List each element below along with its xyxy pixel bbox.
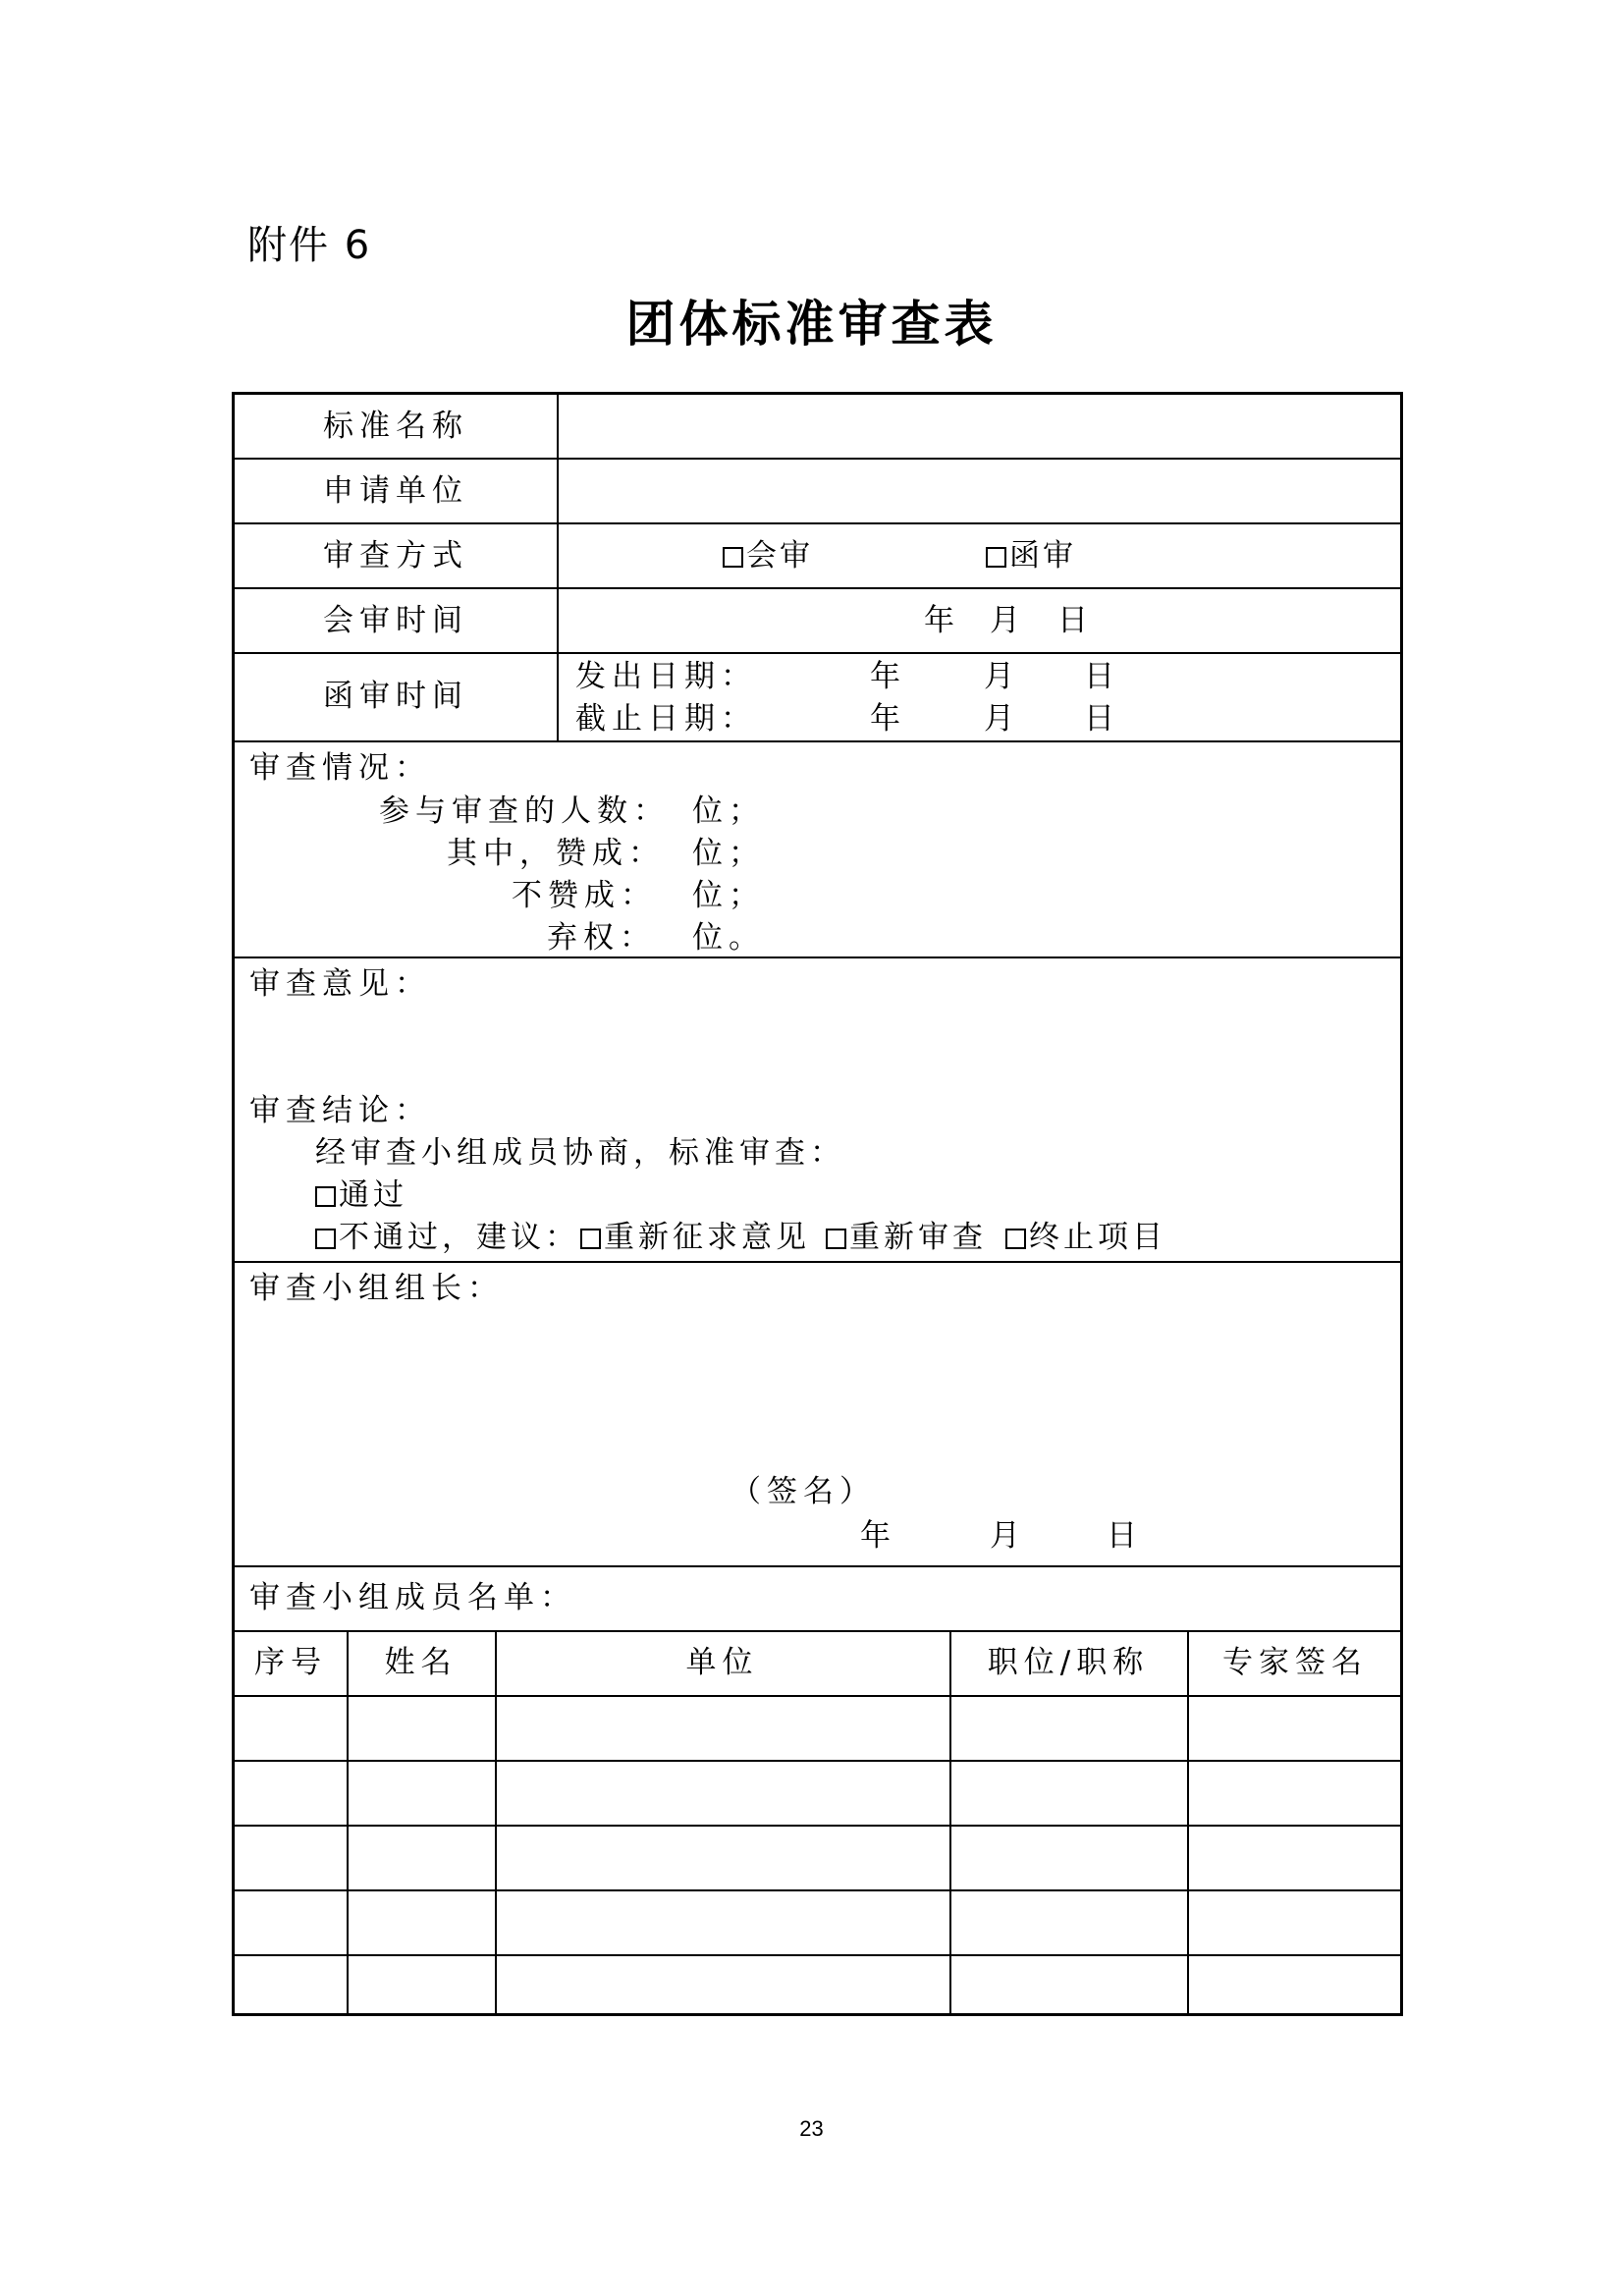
form-title: 团体标准审查表 [625, 295, 998, 353]
deadline-year: 年 [870, 701, 906, 737]
leader-month: 月 [990, 1518, 1026, 1554]
sent-day: 日 [1084, 659, 1120, 694]
option-terminate[interactable]: 终止项目 [1005, 1223, 1166, 1253]
abstain-label: 弃权： [547, 920, 656, 956]
option-letter-review[interactable]: 函审 [986, 541, 1076, 572]
review-form-table [232, 392, 1403, 2016]
option-re-solicit[interactable]: 重新征求意见 [580, 1223, 810, 1253]
label-applicant: 申请单位 [323, 473, 468, 509]
meeting-year: 年 [924, 603, 960, 638]
conclusion-statement: 经审查小组成员协商，标准审查： [315, 1135, 845, 1171]
checkbox-icon [1005, 1229, 1026, 1249]
label-letter-time: 函审时间 [323, 679, 468, 714]
deadline-month: 月 [984, 701, 1020, 737]
deadline-label: 截止日期： [575, 701, 757, 737]
conclusion-heading: 审查结论： [249, 1093, 431, 1128]
opinion-heading: 审查意见： [249, 966, 431, 1002]
against-unit: 位； [692, 878, 765, 913]
sent-month: 月 [984, 659, 1020, 694]
in-favor-unit: 位； [692, 836, 765, 871]
label-review-method: 审查方式 [323, 538, 468, 574]
option-re-review[interactable]: 重新审查 [826, 1223, 987, 1253]
label-standard-name: 标准名称 [323, 409, 468, 444]
col-name: 姓名 [384, 1645, 458, 1680]
option-meeting-review[interactable]: 会审 [723, 541, 813, 572]
leader-heading: 审查小组组长： [249, 1271, 504, 1306]
checkbox-icon [723, 547, 743, 568]
sent-date-label: 发出日期： [575, 659, 757, 694]
label-meeting-time: 会审时间 [323, 603, 468, 638]
members-heading: 审查小组成员名单： [249, 1580, 576, 1615]
col-unit: 单位 [685, 1645, 759, 1680]
col-index: 序号 [254, 1645, 327, 1680]
option-fail[interactable]: 不通过，建议： [315, 1223, 579, 1253]
checkbox-icon [315, 1186, 336, 1207]
checkbox-icon [826, 1229, 846, 1249]
meeting-month: 月 [990, 603, 1026, 638]
leader-day: 日 [1107, 1518, 1143, 1554]
checkbox-icon [315, 1229, 336, 1249]
against-label: 不赞成： [512, 878, 657, 913]
participants-unit: 位； [692, 793, 765, 829]
in-favor-label: 其中，赞成： [447, 836, 665, 871]
meeting-day: 日 [1057, 603, 1094, 638]
situation-heading: 审查情况： [249, 750, 431, 786]
checkbox-icon [580, 1229, 601, 1249]
col-position: 职位/职称 [987, 1645, 1150, 1680]
sent-year: 年 [870, 659, 906, 694]
option-pass[interactable]: 通过 [315, 1180, 407, 1211]
attachment-label: 附件 6 [247, 223, 372, 268]
abstain-unit: 位。 [692, 920, 765, 956]
participants-label: 参与审查的人数： [379, 793, 670, 829]
deadline-day: 日 [1084, 701, 1120, 737]
signature-label: （签名） [730, 1474, 876, 1509]
checkbox-icon [986, 547, 1006, 568]
col-signature: 专家签名 [1222, 1645, 1368, 1680]
page-number: 23 [799, 2116, 824, 2141]
leader-year: 年 [860, 1518, 896, 1554]
